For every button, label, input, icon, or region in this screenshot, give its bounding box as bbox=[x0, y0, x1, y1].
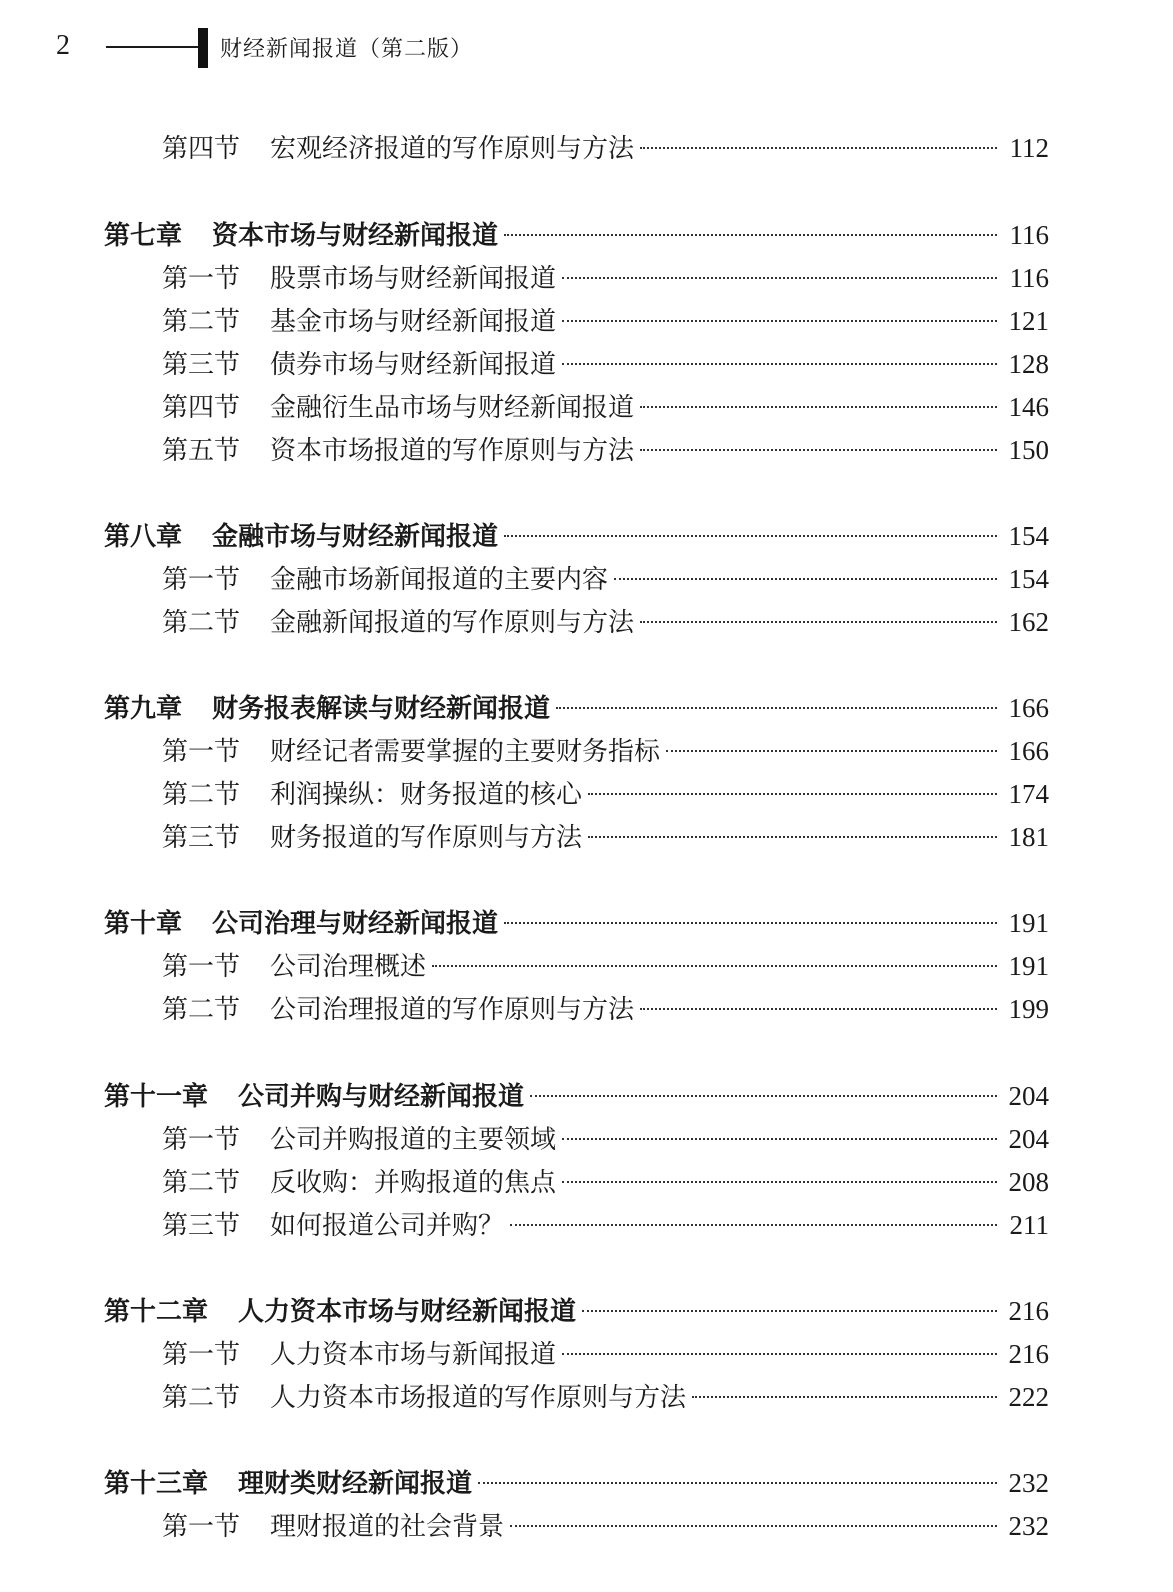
toc-section-12-2[interactable] bbox=[162, 1380, 1049, 1414]
section-label: 第三节 bbox=[162, 1211, 241, 1241]
page-ref: 181 bbox=[1008, 822, 1049, 852]
section-label: 第二节 bbox=[162, 307, 241, 337]
toc-chapter-11[interactable] bbox=[104, 1079, 1049, 1113]
section-label: 第二节 bbox=[162, 995, 241, 1025]
dot-leader bbox=[562, 1181, 997, 1183]
section-label: 第二节 bbox=[162, 608, 241, 638]
dot-leader bbox=[666, 750, 997, 752]
section-title: 金融市场新闻报道的主要内容 bbox=[270, 565, 609, 595]
section-title: 资本市场报道的写作原则与方法 bbox=[270, 436, 635, 466]
chapter-label: 第十二章 bbox=[104, 1297, 209, 1327]
dot-leader bbox=[530, 1095, 997, 1097]
dot-leader bbox=[504, 234, 997, 236]
chapter-title: 人力资本市场与财经新闻报道 bbox=[238, 1297, 577, 1327]
page-ref: 116 bbox=[1009, 263, 1049, 293]
section-label: 第二节 bbox=[162, 1383, 241, 1413]
dot-leader bbox=[562, 320, 997, 322]
chapter-label: 第十一章 bbox=[104, 1082, 209, 1112]
page-ref: 128 bbox=[1008, 349, 1049, 379]
section-label: 第二节 bbox=[162, 1168, 241, 1198]
page-ref: 211 bbox=[1009, 1210, 1049, 1240]
toc-section-11-3[interactable] bbox=[162, 1208, 1049, 1242]
chapter-label: 第十三章 bbox=[104, 1469, 209, 1499]
section-title: 理财报道的社会背景 bbox=[270, 1512, 505, 1542]
section-label: 第四节 bbox=[162, 393, 241, 423]
page-ref: 191 bbox=[1008, 951, 1049, 981]
section-label: 第二节 bbox=[162, 780, 241, 810]
chapter-title: 公司并购与财经新闻报道 bbox=[238, 1082, 525, 1112]
page-ref: 216 bbox=[1008, 1339, 1049, 1369]
page-ref: 232 bbox=[1008, 1468, 1049, 1498]
section-title: 金融衍生品市场与财经新闻报道 bbox=[270, 393, 635, 423]
section-label: 第一节 bbox=[162, 1340, 241, 1370]
toc-section-8-2[interactable] bbox=[162, 605, 1049, 639]
dot-leader bbox=[562, 1353, 997, 1355]
toc-chapter-13[interactable] bbox=[104, 1466, 1049, 1500]
page-ref: 204 bbox=[1008, 1081, 1049, 1111]
dot-leader bbox=[504, 922, 997, 924]
toc-section-11-2[interactable] bbox=[162, 1165, 1049, 1199]
dot-leader bbox=[504, 535, 997, 537]
section-title: 财经记者需要掌握的主要财务指标 bbox=[270, 737, 661, 767]
page-ref: 191 bbox=[1008, 908, 1049, 938]
toc-section-7-3[interactable] bbox=[162, 347, 1049, 381]
section-title: 公司并购报道的主要领域 bbox=[270, 1125, 557, 1155]
chapter-title: 金融市场与财经新闻报道 bbox=[212, 522, 499, 552]
section-label: 第一节 bbox=[162, 952, 241, 982]
chapter-title: 资本市场与财经新闻报道 bbox=[212, 221, 499, 251]
chapter-label: 第八章 bbox=[104, 522, 183, 552]
toc-section-6-4[interactable] bbox=[162, 131, 1049, 165]
page-ref: 166 bbox=[1008, 693, 1049, 723]
dot-leader bbox=[432, 965, 997, 967]
page-ref: 216 bbox=[1008, 1296, 1049, 1326]
section-label: 第四节 bbox=[162, 134, 241, 164]
toc-chapter-7[interactable] bbox=[104, 218, 1049, 252]
dot-leader bbox=[562, 1138, 997, 1140]
page-ref: 112 bbox=[1009, 133, 1049, 163]
page-ref: 154 bbox=[1008, 521, 1049, 551]
dot-leader bbox=[588, 836, 997, 838]
book-title: 财经新闻报道（第二版） bbox=[220, 37, 474, 62]
toc-section-7-5[interactable] bbox=[162, 433, 1049, 467]
section-label: 第三节 bbox=[162, 350, 241, 380]
dot-leader bbox=[510, 1525, 997, 1527]
section-title: 利润操纵：财务报道的核心 bbox=[270, 780, 583, 810]
section-title: 反收购：并购报道的焦点 bbox=[270, 1168, 557, 1198]
dot-leader bbox=[640, 449, 997, 451]
section-title: 人力资本市场报道的写作原则与方法 bbox=[270, 1383, 687, 1413]
page-ref: 154 bbox=[1008, 564, 1049, 594]
section-label: 第一节 bbox=[162, 565, 241, 595]
dot-leader bbox=[510, 1224, 997, 1226]
toc-section-13-1[interactable] bbox=[162, 1509, 1049, 1543]
page-ref: 174 bbox=[1008, 779, 1049, 809]
toc-section-7-4[interactable] bbox=[162, 390, 1049, 424]
section-title: 如何报道公司并购？ bbox=[270, 1211, 505, 1241]
chapter-label: 第九章 bbox=[104, 694, 183, 724]
page-ref: 222 bbox=[1008, 1382, 1049, 1412]
page-number: 2 bbox=[56, 30, 70, 61]
page-ref: 162 bbox=[1008, 607, 1049, 637]
page-ref: 116 bbox=[1009, 220, 1049, 250]
toc-section-7-2[interactable] bbox=[162, 304, 1049, 338]
section-title: 人力资本市场与新闻报道 bbox=[270, 1340, 557, 1370]
chapter-title: 理财类财经新闻报道 bbox=[238, 1469, 473, 1499]
toc-section-12-1[interactable] bbox=[162, 1337, 1049, 1371]
toc-section-10-2[interactable] bbox=[162, 992, 1049, 1026]
page-ref: 208 bbox=[1008, 1167, 1049, 1197]
dot-leader bbox=[562, 277, 997, 279]
section-label: 第一节 bbox=[162, 264, 241, 294]
toc-section-8-1[interactable] bbox=[162, 562, 1049, 596]
section-title: 股票市场与财经新闻报道 bbox=[270, 264, 557, 294]
dot-leader bbox=[478, 1482, 997, 1484]
toc-section-7-1[interactable] bbox=[162, 261, 1049, 295]
dot-leader bbox=[582, 1310, 997, 1312]
page-ref: 146 bbox=[1008, 392, 1049, 422]
page-ref: 199 bbox=[1008, 994, 1049, 1024]
section-title: 金融新闻报道的写作原则与方法 bbox=[270, 608, 635, 638]
dot-leader bbox=[640, 1008, 997, 1010]
chapter-label: 第七章 bbox=[104, 221, 183, 251]
page-ref: 232 bbox=[1008, 1511, 1049, 1541]
dot-leader bbox=[556, 707, 997, 709]
chapter-title: 财务报表解读与财经新闻报道 bbox=[212, 694, 551, 724]
page-ref: 166 bbox=[1008, 736, 1049, 766]
toc-section-11-1[interactable] bbox=[162, 1122, 1049, 1156]
section-title: 公司治理报道的写作原则与方法 bbox=[270, 995, 635, 1025]
section-label: 第一节 bbox=[162, 1512, 241, 1542]
section-title: 债券市场与财经新闻报道 bbox=[270, 350, 557, 380]
dot-leader bbox=[640, 621, 997, 623]
section-label: 第三节 bbox=[162, 823, 241, 853]
dot-leader bbox=[562, 363, 997, 365]
section-title: 财务报道的写作原则与方法 bbox=[270, 823, 583, 853]
toc-chapter-10[interactable] bbox=[104, 906, 1049, 940]
dot-leader bbox=[640, 406, 997, 408]
toc-section-10-1[interactable] bbox=[162, 949, 1049, 983]
toc-chapter-9[interactable] bbox=[104, 691, 1049, 725]
section-title: 基金市场与财经新闻报道 bbox=[270, 307, 557, 337]
page-ref: 204 bbox=[1008, 1124, 1049, 1154]
page-ref: 150 bbox=[1008, 435, 1049, 465]
toc-section-9-3[interactable] bbox=[162, 820, 1049, 854]
toc-section-9-1[interactable] bbox=[162, 734, 1049, 768]
section-title: 公司治理概述 bbox=[270, 952, 427, 982]
section-label: 第一节 bbox=[162, 1125, 241, 1155]
chapter-label: 第十章 bbox=[104, 909, 183, 939]
section-label: 第五节 bbox=[162, 436, 241, 466]
section-title: 宏观经济报道的写作原则与方法 bbox=[270, 134, 635, 164]
dot-leader bbox=[640, 147, 997, 149]
dot-leader bbox=[588, 793, 997, 795]
section-label: 第一节 bbox=[162, 737, 241, 767]
toc-chapter-8[interactable] bbox=[104, 519, 1049, 553]
dot-leader bbox=[692, 1396, 997, 1398]
page-ref: 121 bbox=[1008, 306, 1049, 336]
chapter-title: 公司治理与财经新闻报道 bbox=[212, 909, 499, 939]
toc-section-9-2[interactable] bbox=[162, 777, 1049, 811]
dot-leader bbox=[614, 578, 997, 580]
toc-chapter-12[interactable] bbox=[104, 1294, 1049, 1328]
